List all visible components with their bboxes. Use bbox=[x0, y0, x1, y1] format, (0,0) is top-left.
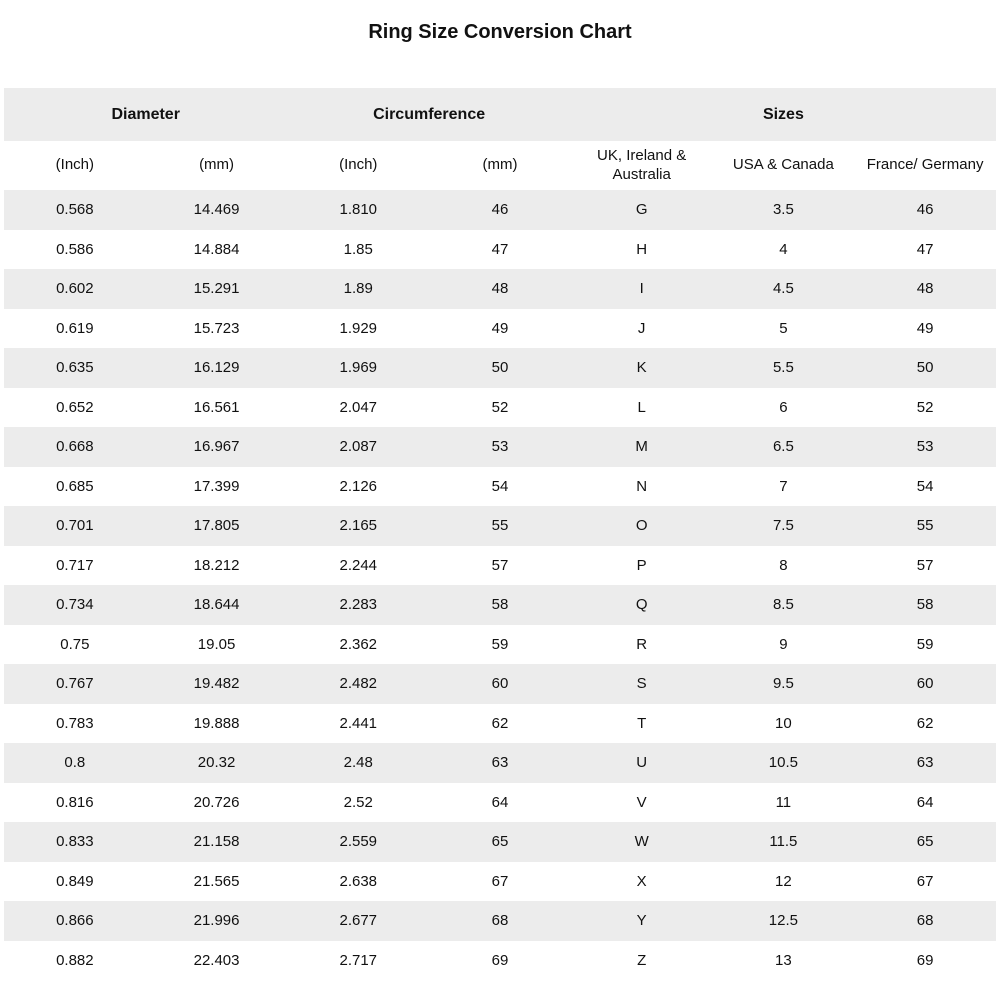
table-cell: J bbox=[571, 309, 713, 349]
table-cell: 52 bbox=[854, 388, 996, 428]
table-cell: 57 bbox=[429, 546, 571, 586]
table-cell: M bbox=[571, 427, 713, 467]
table-cell: 59 bbox=[854, 625, 996, 665]
table-cell: 48 bbox=[854, 269, 996, 309]
table-cell: 19.05 bbox=[146, 625, 288, 665]
table-cell: 65 bbox=[429, 822, 571, 862]
group-header-sizes: Sizes bbox=[571, 88, 996, 141]
table-body bbox=[4, 190, 996, 980]
table-cell: 58 bbox=[854, 585, 996, 625]
table-cell: 1.929 bbox=[287, 309, 429, 349]
table-cell: 1.810 bbox=[287, 190, 429, 230]
column-header-diameter-inch: (Inch) bbox=[4, 141, 146, 190]
table-cell: 13 bbox=[713, 941, 855, 981]
table-cell: 0.833 bbox=[4, 822, 146, 862]
table-cell: 0.635 bbox=[4, 348, 146, 388]
table-cell: 0.849 bbox=[4, 862, 146, 902]
table-row bbox=[4, 506, 996, 546]
table-cell: 21.565 bbox=[146, 862, 288, 902]
table-cell: 21.158 bbox=[146, 822, 288, 862]
table-cell: 9.5 bbox=[713, 664, 855, 704]
table-cell: 17.805 bbox=[146, 506, 288, 546]
table-cell: 9 bbox=[713, 625, 855, 665]
table-cell: 19.888 bbox=[146, 704, 288, 744]
table-cell: 0.568 bbox=[4, 190, 146, 230]
table-cell: O bbox=[571, 506, 713, 546]
table-cell: 6 bbox=[713, 388, 855, 428]
table-cell: 62 bbox=[854, 704, 996, 744]
table-cell: 50 bbox=[854, 348, 996, 388]
table-cell: 67 bbox=[854, 862, 996, 902]
table-cell: 48 bbox=[429, 269, 571, 309]
table-cell: W bbox=[571, 822, 713, 862]
table-cell: 18.644 bbox=[146, 585, 288, 625]
table-cell: 2.165 bbox=[287, 506, 429, 546]
table-cell: 63 bbox=[854, 743, 996, 783]
table-row bbox=[4, 269, 996, 309]
table-cell: 2.244 bbox=[287, 546, 429, 586]
table-row bbox=[4, 822, 996, 862]
table-cell: 0.866 bbox=[4, 901, 146, 941]
table-cell: 8 bbox=[713, 546, 855, 586]
table-row bbox=[4, 467, 996, 507]
table-cell: 2.48 bbox=[287, 743, 429, 783]
table-cell: 20.726 bbox=[146, 783, 288, 823]
table-cell: 57 bbox=[854, 546, 996, 586]
table-cell: 54 bbox=[429, 467, 571, 507]
table-cell: 3.5 bbox=[713, 190, 855, 230]
table-cell: 64 bbox=[854, 783, 996, 823]
table-cell: 10.5 bbox=[713, 743, 855, 783]
column-header-circumference-mm: (mm) bbox=[429, 141, 571, 190]
table-cell: 2.559 bbox=[287, 822, 429, 862]
table-cell: 22.403 bbox=[146, 941, 288, 981]
table-row bbox=[4, 348, 996, 388]
table-cell: T bbox=[571, 704, 713, 744]
table-cell: N bbox=[571, 467, 713, 507]
table-cell: 16.129 bbox=[146, 348, 288, 388]
table-cell: Q bbox=[571, 585, 713, 625]
table-cell: 0.8 bbox=[4, 743, 146, 783]
table-cell: 0.701 bbox=[4, 506, 146, 546]
table-cell: 0.717 bbox=[4, 546, 146, 586]
table-cell: 0.816 bbox=[4, 783, 146, 823]
table-cell: 19.482 bbox=[146, 664, 288, 704]
table-cell: 69 bbox=[429, 941, 571, 981]
table-cell: 0.75 bbox=[4, 625, 146, 665]
table-cell: 4.5 bbox=[713, 269, 855, 309]
table-cell: 65 bbox=[854, 822, 996, 862]
table-cell: 0.652 bbox=[4, 388, 146, 428]
table-cell: U bbox=[571, 743, 713, 783]
table-cell: 0.783 bbox=[4, 704, 146, 744]
column-header-france-germany: France/ Germany bbox=[854, 141, 996, 190]
ring-size-conversion-table bbox=[4, 88, 996, 980]
table-cell: 54 bbox=[854, 467, 996, 507]
table-cell: 11.5 bbox=[713, 822, 855, 862]
table-header bbox=[4, 88, 996, 190]
table-cell: I bbox=[571, 269, 713, 309]
table-cell: 8.5 bbox=[713, 585, 855, 625]
table-cell: 50 bbox=[429, 348, 571, 388]
table-row bbox=[4, 941, 996, 981]
table-row bbox=[4, 625, 996, 665]
table-row bbox=[4, 309, 996, 349]
table-cell: L bbox=[571, 388, 713, 428]
table-row bbox=[4, 230, 996, 270]
table-cell: 60 bbox=[429, 664, 571, 704]
table-cell: 52 bbox=[429, 388, 571, 428]
table-cell: 49 bbox=[854, 309, 996, 349]
table-cell: Y bbox=[571, 901, 713, 941]
column-header-uk-ireland-australia: UK, Ireland & Australia bbox=[571, 141, 713, 190]
table-cell: G bbox=[571, 190, 713, 230]
table-cell: 53 bbox=[429, 427, 571, 467]
table-row bbox=[4, 664, 996, 704]
table-cell: 49 bbox=[429, 309, 571, 349]
table-row bbox=[4, 190, 996, 230]
table-cell: 69 bbox=[854, 941, 996, 981]
table-cell: 6.5 bbox=[713, 427, 855, 467]
table-cell: 53 bbox=[854, 427, 996, 467]
table-row bbox=[4, 546, 996, 586]
table-group-header-row bbox=[4, 88, 996, 141]
table-cell: 63 bbox=[429, 743, 571, 783]
table-cell: 2.717 bbox=[287, 941, 429, 981]
table-cell: Z bbox=[571, 941, 713, 981]
table-cell: 20.32 bbox=[146, 743, 288, 783]
table-row bbox=[4, 862, 996, 902]
table-cell: 17.399 bbox=[146, 467, 288, 507]
table-cell: 16.561 bbox=[146, 388, 288, 428]
table-cell: 12.5 bbox=[713, 901, 855, 941]
table-cell: 5 bbox=[713, 309, 855, 349]
table-cell: 1.85 bbox=[287, 230, 429, 270]
table-cell: 2.047 bbox=[287, 388, 429, 428]
table-cell: 2.126 bbox=[287, 467, 429, 507]
table-cell: 14.469 bbox=[146, 190, 288, 230]
table-cell: 7.5 bbox=[713, 506, 855, 546]
table-cell: 15.291 bbox=[146, 269, 288, 309]
page-title: Ring Size Conversion Chart bbox=[368, 21, 632, 43]
table-cell: S bbox=[571, 664, 713, 704]
table-cell: 0.685 bbox=[4, 467, 146, 507]
table-cell: 10 bbox=[713, 704, 855, 744]
table-cell: 21.996 bbox=[146, 901, 288, 941]
table-cell: 2.482 bbox=[287, 664, 429, 704]
table-cell: 62 bbox=[429, 704, 571, 744]
column-header-circumference-inch: (Inch) bbox=[287, 141, 429, 190]
table-cell: 46 bbox=[854, 190, 996, 230]
table-row bbox=[4, 585, 996, 625]
table-cell: 67 bbox=[429, 862, 571, 902]
table-cell: 15.723 bbox=[146, 309, 288, 349]
table-cell: 0.602 bbox=[4, 269, 146, 309]
table-cell: 0.882 bbox=[4, 941, 146, 981]
table-cell: 55 bbox=[854, 506, 996, 546]
table-cell: 47 bbox=[429, 230, 571, 270]
table-row bbox=[4, 427, 996, 467]
table-cell: 1.969 bbox=[287, 348, 429, 388]
table-cell: 2.52 bbox=[287, 783, 429, 823]
table-row bbox=[4, 743, 996, 783]
table-row bbox=[4, 783, 996, 823]
table-cell: 59 bbox=[429, 625, 571, 665]
table-cell: 0.586 bbox=[4, 230, 146, 270]
table-cell: X bbox=[571, 862, 713, 902]
table-cell: 55 bbox=[429, 506, 571, 546]
table-cell: 2.638 bbox=[287, 862, 429, 902]
table-cell: 2.283 bbox=[287, 585, 429, 625]
table-row bbox=[4, 901, 996, 941]
table-cell: 12 bbox=[713, 862, 855, 902]
table-cell: 0.668 bbox=[4, 427, 146, 467]
table-cell: 14.884 bbox=[146, 230, 288, 270]
table-row bbox=[4, 704, 996, 744]
table-cell: V bbox=[571, 783, 713, 823]
table-cell: 0.734 bbox=[4, 585, 146, 625]
column-header-diameter-mm: (mm) bbox=[146, 141, 288, 190]
table-cell: 1.89 bbox=[287, 269, 429, 309]
table-cell: 47 bbox=[854, 230, 996, 270]
table-cell: 46 bbox=[429, 190, 571, 230]
column-header-usa-canada: USA & Canada bbox=[713, 141, 855, 190]
table-row bbox=[4, 388, 996, 428]
table-cell: 11 bbox=[713, 783, 855, 823]
table-cell: 64 bbox=[429, 783, 571, 823]
table-cell: 60 bbox=[854, 664, 996, 704]
table-cell: 4 bbox=[713, 230, 855, 270]
table-cell: 68 bbox=[429, 901, 571, 941]
table-cell: 0.767 bbox=[4, 664, 146, 704]
table-cell: 5.5 bbox=[713, 348, 855, 388]
table-cell: R bbox=[571, 625, 713, 665]
table-column-header-row bbox=[4, 141, 996, 190]
group-header-circumference: Circumference bbox=[287, 88, 570, 141]
table-cell: H bbox=[571, 230, 713, 270]
table-cell: P bbox=[571, 546, 713, 586]
table-cell: 16.967 bbox=[146, 427, 288, 467]
table-cell: K bbox=[571, 348, 713, 388]
table-cell: 58 bbox=[429, 585, 571, 625]
table-cell: 68 bbox=[854, 901, 996, 941]
table-cell: 18.212 bbox=[146, 546, 288, 586]
table-cell: 2.441 bbox=[287, 704, 429, 744]
table-cell: 2.362 bbox=[287, 625, 429, 665]
table-cell: 0.619 bbox=[4, 309, 146, 349]
table-cell: 2.087 bbox=[287, 427, 429, 467]
table-cell: 2.677 bbox=[287, 901, 429, 941]
group-header-diameter: Diameter bbox=[4, 88, 287, 141]
table-cell: 7 bbox=[713, 467, 855, 507]
